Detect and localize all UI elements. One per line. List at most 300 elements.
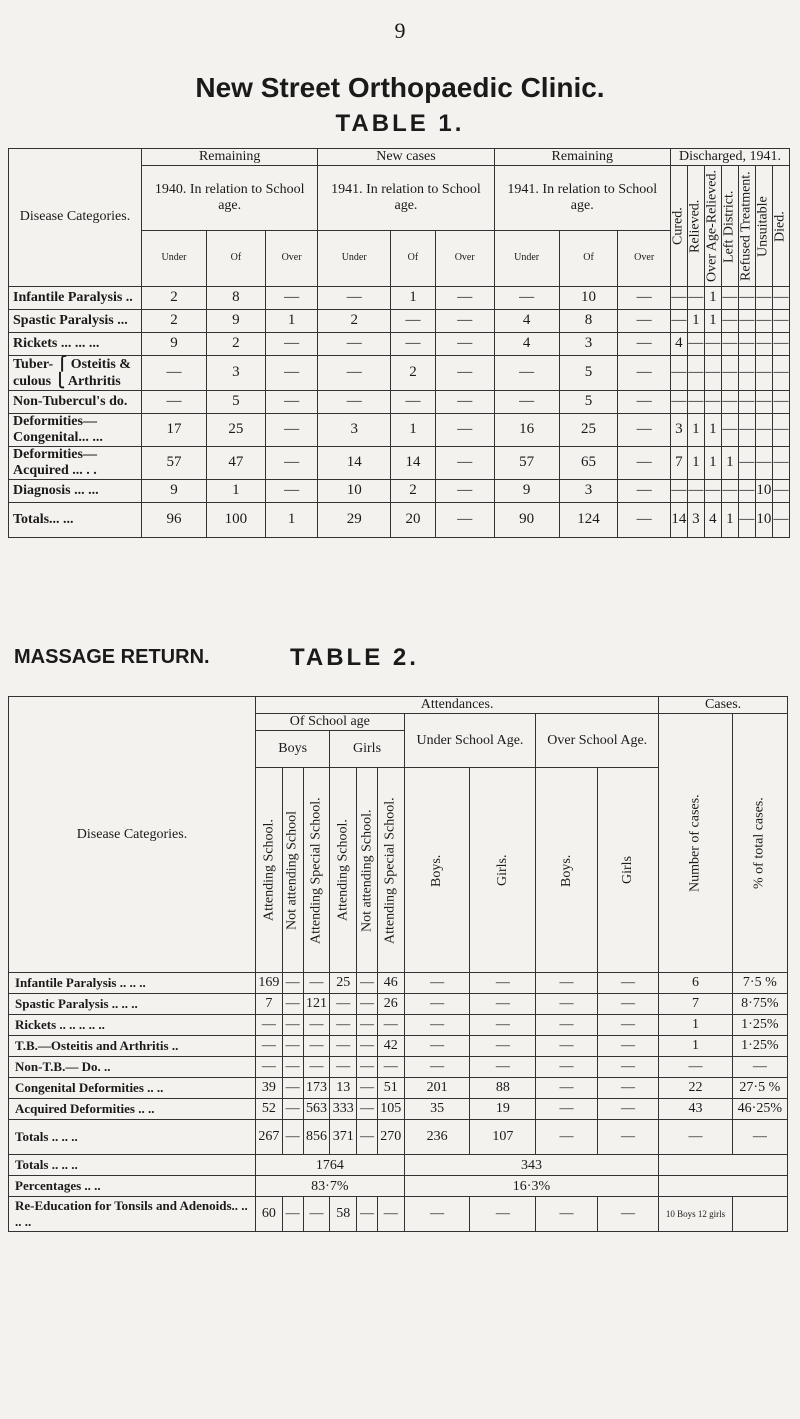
table-cell: — xyxy=(732,1120,787,1155)
empty-cell xyxy=(659,1176,788,1197)
table-cell: — xyxy=(435,286,494,309)
row-label: Congenital Deformities .. .. xyxy=(9,1078,256,1099)
row-label: Rickets .. .. .. .. .. xyxy=(9,1015,256,1036)
table-cell: — xyxy=(536,1120,598,1155)
t1-sub-remaining-1940: 1940. In relation to School age. xyxy=(142,166,318,231)
table-cell: — xyxy=(265,413,318,446)
table-cell: — xyxy=(377,1015,404,1036)
table-cell: — xyxy=(435,332,494,355)
table-cell: — xyxy=(265,332,318,355)
t1-header-disease: Disease Categories. xyxy=(9,149,142,287)
table-cell: — xyxy=(404,1015,470,1036)
table-cell: 9 xyxy=(494,479,559,502)
table-cell: — xyxy=(391,390,436,413)
table-cell: — xyxy=(470,994,536,1015)
table-cell: — xyxy=(755,413,772,446)
table-cell: — xyxy=(597,1036,659,1057)
table-cell: — xyxy=(494,355,559,390)
t2-header-boys-group: Boys xyxy=(256,731,330,768)
table-cell: 1 xyxy=(687,309,704,332)
table-cell: 1 xyxy=(687,413,704,446)
table-cell: 7·5 % xyxy=(732,973,787,994)
table-cell: — xyxy=(755,355,772,390)
t1-header-cured: Cured. xyxy=(670,166,687,287)
table-cell: — xyxy=(597,1015,659,1036)
percentages-label: Percentages .. .. xyxy=(9,1176,256,1197)
t2-header-under-school-age: Under School Age. xyxy=(404,714,536,768)
table-cell: — xyxy=(357,1078,378,1099)
table-cell: — xyxy=(738,502,755,537)
table-cell: — xyxy=(435,446,494,479)
table-cell: 39 xyxy=(256,1078,283,1099)
t2-header-boys-attending: Attending School. xyxy=(256,768,283,973)
table-cell: — xyxy=(687,479,704,502)
table-cell: 105 xyxy=(377,1099,404,1120)
table-cell: 267 xyxy=(256,1120,283,1155)
school-age-pct: 83·7% xyxy=(256,1176,405,1197)
table-cell: — xyxy=(318,390,391,413)
t1-header-refused-treatment: Refused Treatment. xyxy=(738,166,755,287)
t2-header-over-school-age: Over School Age. xyxy=(536,714,659,768)
table-cell: 52 xyxy=(256,1099,283,1120)
t1-sub-over: Over xyxy=(618,231,671,287)
table-cell: 100 xyxy=(207,502,266,537)
table-cell: — xyxy=(435,479,494,502)
table-cell: — xyxy=(142,390,207,413)
t2-header-over-boys: Boys. xyxy=(536,768,598,973)
table-cell: — xyxy=(265,446,318,479)
table-cell: — xyxy=(618,413,671,446)
table-cell: — xyxy=(597,1120,659,1155)
row-label: Infantile Paralysis .. .. .. xyxy=(9,973,256,994)
table-cell: — xyxy=(435,309,494,332)
table-cell: — xyxy=(256,1015,283,1036)
table-row xyxy=(9,355,790,390)
table-cell: 8 xyxy=(207,286,266,309)
table-cell: 270 xyxy=(377,1120,404,1155)
table-cell: 173 xyxy=(303,1078,330,1099)
table-cell: — xyxy=(357,1036,378,1057)
table-cell: — xyxy=(687,390,704,413)
table-cell: 1 xyxy=(391,413,436,446)
table-cell: — xyxy=(772,479,789,502)
table-cell: — xyxy=(282,1015,303,1036)
table-cell: — xyxy=(618,309,671,332)
table-row xyxy=(9,1015,788,1036)
table-cell: 60 xyxy=(256,1197,283,1232)
table-cell: 2 xyxy=(391,355,436,390)
table-cell: 4 xyxy=(494,309,559,332)
table-cell: — xyxy=(618,390,671,413)
table-cell: — xyxy=(435,390,494,413)
table-cell: — xyxy=(357,1099,378,1120)
table-cell: 10 xyxy=(559,286,618,309)
table-cell: — xyxy=(265,355,318,390)
t1-sub-under: Under xyxy=(494,231,559,287)
page-title: New Street Orthopaedic Clinic. xyxy=(195,72,605,103)
table-cell: — xyxy=(721,332,738,355)
table-cell: — xyxy=(536,1057,598,1078)
totals-label: Totals... ... xyxy=(9,502,142,537)
t1-sub-under: Under xyxy=(318,231,391,287)
table-cell: — xyxy=(142,355,207,390)
totals-label: Totals .. .. .. xyxy=(9,1120,256,1155)
table-cell: 124 xyxy=(559,502,618,537)
table-cell: — xyxy=(755,286,772,309)
table-cell: — xyxy=(738,355,755,390)
table-cell: 51 xyxy=(377,1078,404,1099)
table1-label: TABLE 1. xyxy=(335,110,465,137)
t1-header-new-cases: New cases xyxy=(318,149,494,166)
table-cell: — xyxy=(494,390,559,413)
table-cell: — xyxy=(494,286,559,309)
table-cell: 17 xyxy=(142,413,207,446)
table-cell: 90 xyxy=(494,502,559,537)
table-cell: — xyxy=(282,1120,303,1155)
table-row xyxy=(9,479,790,502)
table-row xyxy=(9,413,790,446)
t2-header-under-girls: Girls. xyxy=(470,768,536,973)
row-label: Tuber- ⎧ Osteitis & culous ⎩ Arthritis xyxy=(9,355,142,390)
table-cell: — xyxy=(738,309,755,332)
table-row xyxy=(9,1036,788,1057)
table-cell: — xyxy=(738,446,755,479)
table-cell: — xyxy=(282,1036,303,1057)
table-cell: 58 xyxy=(330,1197,357,1232)
table-cell: 25 xyxy=(207,413,266,446)
table-cell: — xyxy=(755,309,772,332)
table-cell: — xyxy=(772,413,789,446)
table-cell: 3 xyxy=(318,413,391,446)
table-cell: 9 xyxy=(142,332,207,355)
table-cell: 8 xyxy=(559,309,618,332)
table-cell: — xyxy=(738,413,755,446)
table-cell: — xyxy=(330,1057,357,1078)
table-cell: — xyxy=(670,355,687,390)
t2-header-disease: Disease Categories. xyxy=(9,697,256,973)
t1-sub-of: Of xyxy=(207,231,266,287)
row-label: Non-T.B.— Do. .. xyxy=(9,1057,256,1078)
table-cell: 9 xyxy=(142,479,207,502)
table-cell: 19 xyxy=(470,1099,536,1120)
table-cell: — xyxy=(536,973,598,994)
table1 xyxy=(8,148,790,538)
table-cell: 46 xyxy=(377,973,404,994)
table-cell: 6 xyxy=(659,973,732,994)
t1-header-died: Died. xyxy=(772,166,789,287)
table-cell: 1 xyxy=(721,446,738,479)
table-cell: 7 xyxy=(256,994,283,1015)
table-cell: — xyxy=(435,355,494,390)
row-label: Deformities— Congenital... ... xyxy=(9,413,142,446)
row-label: Spastic Paralysis .. .. .. xyxy=(9,994,256,1015)
table-cell xyxy=(732,1197,787,1232)
table-cell: — xyxy=(772,332,789,355)
table-cell: 1 xyxy=(391,286,436,309)
table-row xyxy=(9,994,788,1015)
table-cell: — xyxy=(303,1197,330,1232)
table-cell: 29 xyxy=(318,502,391,537)
table-cell: — xyxy=(265,390,318,413)
table-cell: — xyxy=(659,1057,732,1078)
table-cell: — xyxy=(330,1015,357,1036)
t2-header-pct-total: % of total cases. xyxy=(732,714,787,973)
table-row xyxy=(9,309,790,332)
table-cell: 201 xyxy=(404,1078,470,1099)
table-cell: — xyxy=(670,390,687,413)
table-cell: — xyxy=(404,1057,470,1078)
table-cell: 10 Boys 12 girls xyxy=(659,1197,732,1232)
table-cell: — xyxy=(282,1099,303,1120)
table-cell: — xyxy=(687,355,704,390)
table-cell: — xyxy=(357,1120,378,1155)
table-row xyxy=(9,973,788,994)
table-cell: — xyxy=(404,1036,470,1057)
table-cell: 1 xyxy=(659,1015,732,1036)
table-cell: 25 xyxy=(559,413,618,446)
table-cell: 3 xyxy=(559,479,618,502)
table-cell: 10 xyxy=(755,502,772,537)
table-cell: — xyxy=(357,1015,378,1036)
table-cell: — xyxy=(704,332,721,355)
table-cell: 1 xyxy=(265,309,318,332)
table-cell: — xyxy=(265,286,318,309)
table-cell: — xyxy=(377,1057,404,1078)
table-cell: — xyxy=(772,286,789,309)
table-cell: — xyxy=(755,446,772,479)
table-cell: — xyxy=(732,1057,787,1078)
table-cell: — xyxy=(670,309,687,332)
table-cell: — xyxy=(536,1015,598,1036)
table-cell: — xyxy=(282,1078,303,1099)
table-cell: — xyxy=(470,1057,536,1078)
table-cell: — xyxy=(721,390,738,413)
t2-header-girls-group: Girls xyxy=(330,731,404,768)
table-cell: 5 xyxy=(207,390,266,413)
table-cell: — xyxy=(772,309,789,332)
table-cell: 1·25% xyxy=(732,1036,787,1057)
table-cell: — xyxy=(670,479,687,502)
table-cell: — xyxy=(330,1036,357,1057)
totals-row xyxy=(9,1120,788,1155)
table-cell: — xyxy=(738,390,755,413)
table-cell: 5 xyxy=(559,390,618,413)
table-cell: 35 xyxy=(404,1099,470,1120)
table-row xyxy=(9,390,790,413)
table-cell: — xyxy=(404,973,470,994)
table-cell: — xyxy=(618,355,671,390)
table-cell: 2 xyxy=(391,479,436,502)
table-cell: — xyxy=(256,1057,283,1078)
t1-sub-new-cases: 1941. In relation to School age. xyxy=(318,166,494,231)
t1-header-remaining-1941: Remaining xyxy=(494,149,670,166)
table-cell: 1 xyxy=(207,479,266,502)
table-cell: 42 xyxy=(377,1036,404,1057)
table-cell: — xyxy=(738,332,755,355)
table-cell: 2 xyxy=(207,332,266,355)
table-cell: 57 xyxy=(494,446,559,479)
table-row xyxy=(9,446,790,479)
table-cell: — xyxy=(357,994,378,1015)
table-cell: — xyxy=(318,286,391,309)
table-cell: 10 xyxy=(318,479,391,502)
table-cell: — xyxy=(282,973,303,994)
t1-header-over-age-relieved: Over Age-Relieved. xyxy=(704,166,721,287)
t1-header-left-district: Left District. xyxy=(721,166,738,287)
table-cell: 2 xyxy=(142,286,207,309)
table-cell: 1 xyxy=(704,309,721,332)
table-cell: 1 xyxy=(659,1036,732,1057)
table2 xyxy=(8,696,788,1232)
table-cell: — xyxy=(772,355,789,390)
table-cell: 236 xyxy=(404,1120,470,1155)
massage-return-label: MASSAGE RETURN. xyxy=(14,646,210,668)
t2-header-attendances: Attendances. xyxy=(256,697,659,714)
table-cell: — xyxy=(470,1015,536,1036)
table-cell: 1 xyxy=(265,502,318,537)
table-cell: — xyxy=(618,479,671,502)
table-cell: 65 xyxy=(559,446,618,479)
table-cell: — xyxy=(738,286,755,309)
table-cell: — xyxy=(721,309,738,332)
table-cell: 107 xyxy=(470,1120,536,1155)
totals-row xyxy=(9,502,790,537)
table-cell: — xyxy=(391,332,436,355)
table-cell: — xyxy=(772,446,789,479)
table-cell: 96 xyxy=(142,502,207,537)
non-school-age-total: 343 xyxy=(404,1155,659,1176)
table-cell: 4 xyxy=(704,502,721,537)
table-cell: — xyxy=(330,994,357,1015)
table-cell: 13 xyxy=(330,1078,357,1099)
table-cell: — xyxy=(772,502,789,537)
table-cell: — xyxy=(597,1057,659,1078)
table-cell: — xyxy=(597,1197,659,1232)
table-cell: — xyxy=(738,479,755,502)
row-label: Spastic Paralysis ... xyxy=(9,309,142,332)
t1-header-discharged: Discharged, 1941. xyxy=(670,149,789,166)
table-cell: — xyxy=(597,1099,659,1120)
school-age-total: 1764 xyxy=(256,1155,405,1176)
table-cell: 1 xyxy=(704,413,721,446)
row-label: Non-Tubercul's do. xyxy=(9,390,142,413)
table-cell: 856 xyxy=(303,1120,330,1155)
table-cell: — xyxy=(435,413,494,446)
table-cell: — xyxy=(318,332,391,355)
table-cell: 333 xyxy=(330,1099,357,1120)
t1-header-remaining-1940: Remaining xyxy=(142,149,318,166)
table-cell: — xyxy=(670,286,687,309)
row-label: Diagnosis ... ... xyxy=(9,479,142,502)
t2-header-girls-special: Attending Special School. xyxy=(377,768,404,973)
t2-header-cases: Cases. xyxy=(659,697,788,714)
table-row xyxy=(9,332,790,355)
table-cell: — xyxy=(618,286,671,309)
table-cell: — xyxy=(265,479,318,502)
table-cell: 1 xyxy=(704,286,721,309)
table-cell: — xyxy=(357,1197,378,1232)
table-cell: 22 xyxy=(659,1078,732,1099)
t1-header-relieved: Relieved. xyxy=(687,166,704,287)
table-cell: 169 xyxy=(256,973,283,994)
t2-header-of-school-age: Of School age xyxy=(256,714,405,731)
table-row xyxy=(9,1078,788,1099)
table-row xyxy=(9,1099,788,1120)
table-cell: — xyxy=(282,1057,303,1078)
table-cell: — xyxy=(282,1197,303,1232)
totals-label: Totals .. .. .. xyxy=(9,1155,256,1176)
t1-sub-under: Under xyxy=(142,231,207,287)
table-cell: — xyxy=(721,413,738,446)
table-cell: — xyxy=(597,1078,659,1099)
table-cell: 1·25% xyxy=(732,1015,787,1036)
table-cell: — xyxy=(618,332,671,355)
table-cell: 4 xyxy=(670,332,687,355)
row-label: T.B.—Osteitis and Arthritis .. xyxy=(9,1036,256,1057)
table-row xyxy=(9,286,790,309)
table-cell: 10 xyxy=(755,479,772,502)
non-school-age-pct: 16·3% xyxy=(404,1176,659,1197)
percentages-row xyxy=(9,1176,788,1197)
table-cell: — xyxy=(536,1078,598,1099)
table-cell: 43 xyxy=(659,1099,732,1120)
table-cell: — xyxy=(404,1197,470,1232)
empty-cell xyxy=(659,1155,788,1176)
table-cell: — xyxy=(303,1057,330,1078)
t1-sub-over: Over xyxy=(265,231,318,287)
table-cell: 25 xyxy=(330,973,357,994)
table-cell: — xyxy=(659,1120,732,1155)
table-cell: 8·75% xyxy=(732,994,787,1015)
table-cell: 88 xyxy=(470,1078,536,1099)
table-cell: — xyxy=(536,1197,598,1232)
table-cell: — xyxy=(721,286,738,309)
table-cell: 3 xyxy=(687,502,704,537)
table-cell: — xyxy=(435,502,494,537)
table-cell: — xyxy=(704,355,721,390)
table-cell: 1 xyxy=(721,502,738,537)
t2-header-number-of-cases: Number of cases. xyxy=(659,714,732,973)
table-cell: 16 xyxy=(494,413,559,446)
table-cell: — xyxy=(470,1036,536,1057)
table-cell: — xyxy=(256,1036,283,1057)
table-cell: 1 xyxy=(687,446,704,479)
table-cell: 4 xyxy=(494,332,559,355)
table-cell: — xyxy=(470,973,536,994)
table-cell: — xyxy=(536,1036,598,1057)
grand-totals-row xyxy=(9,1155,788,1176)
table-cell: — xyxy=(536,994,598,1015)
table-cell: 3 xyxy=(670,413,687,446)
table-cell: 20 xyxy=(391,502,436,537)
table-cell: — xyxy=(357,1057,378,1078)
table-cell: 27·5 % xyxy=(732,1078,787,1099)
page-number: 9 xyxy=(394,18,406,43)
row-label: Infantile Paralysis .. xyxy=(9,286,142,309)
table-cell: 14 xyxy=(391,446,436,479)
t1-sub-of: Of xyxy=(391,231,436,287)
table-cell: — xyxy=(391,309,436,332)
t2-header-over-girls: Girls xyxy=(597,768,659,973)
table-cell: — xyxy=(470,1197,536,1232)
table-cell: — xyxy=(704,390,721,413)
table-cell: — xyxy=(404,994,470,1015)
table-cell: 2 xyxy=(318,309,391,332)
table-cell: 47 xyxy=(207,446,266,479)
table-cell: — xyxy=(772,390,789,413)
table-cell: — xyxy=(282,994,303,1015)
t2-header-boys-not-attending: Not attending School xyxy=(282,768,303,973)
